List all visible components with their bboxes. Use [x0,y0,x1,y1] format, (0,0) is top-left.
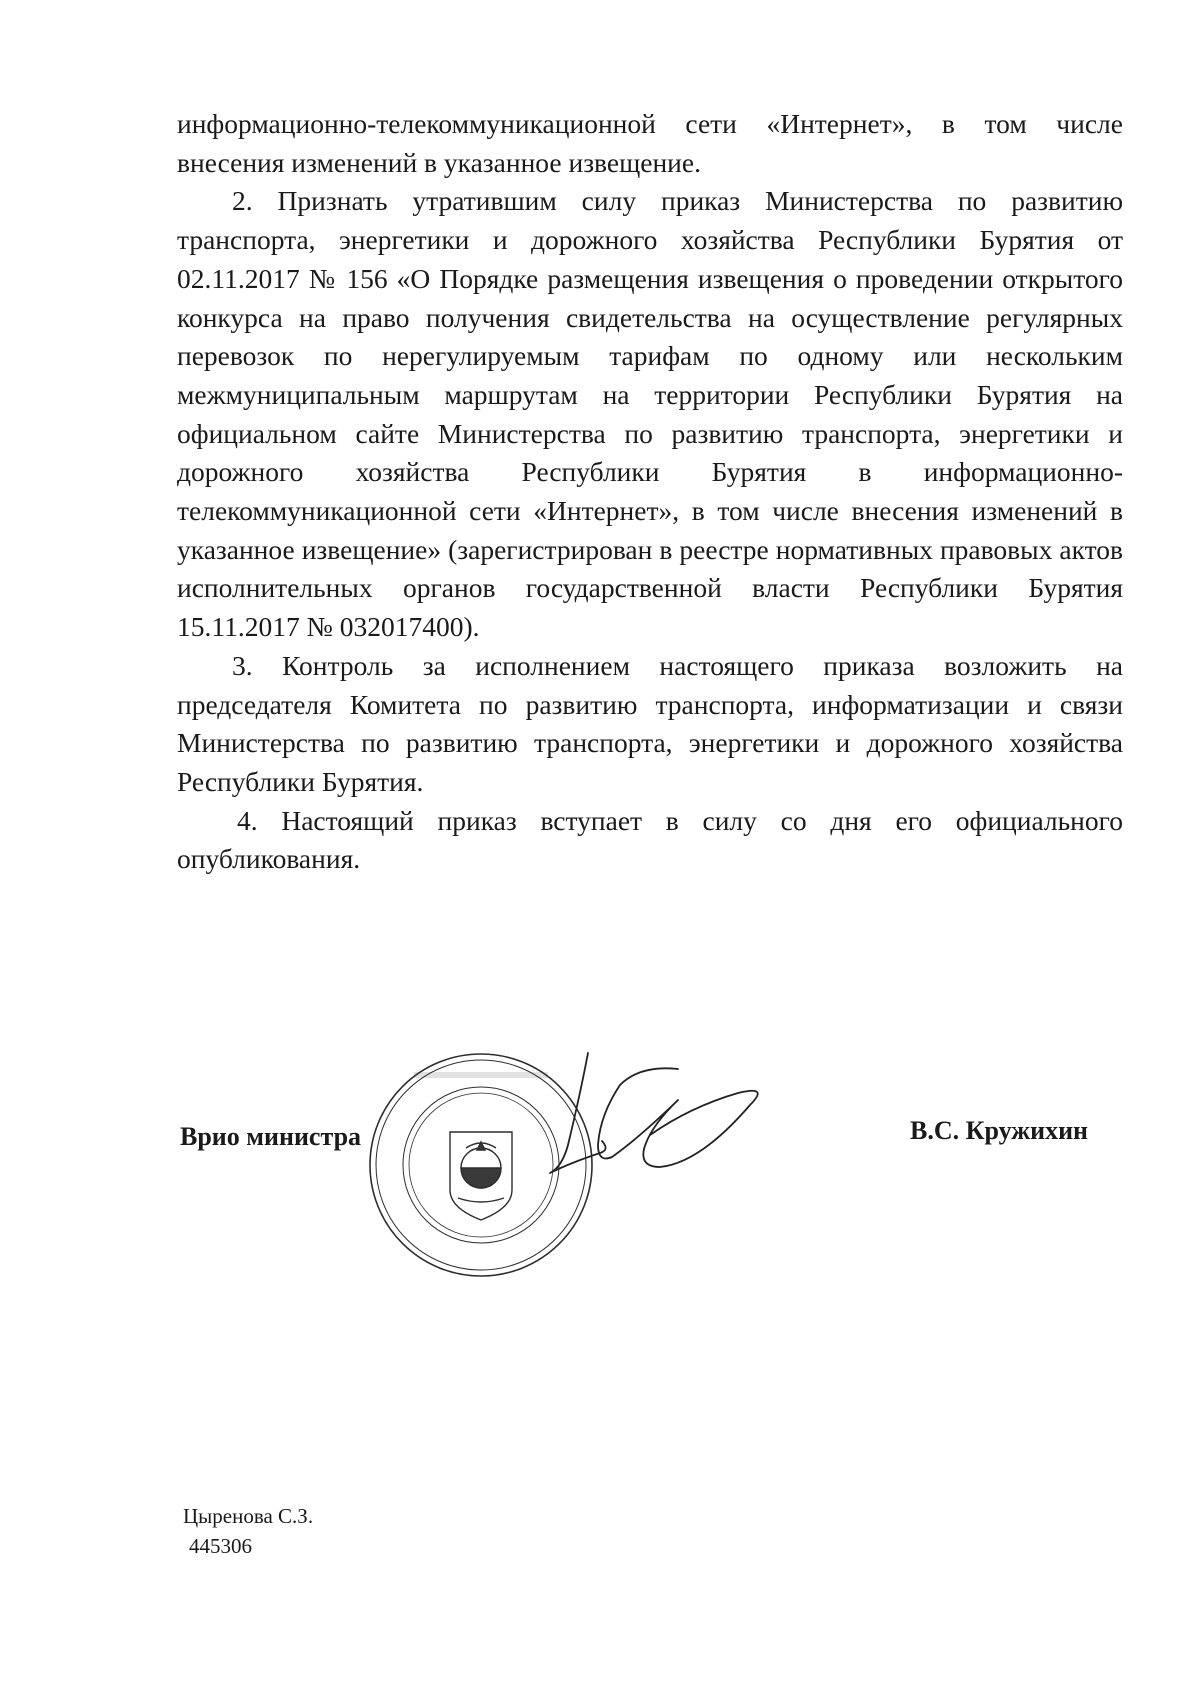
signatory-title: Врио министра [180,1122,362,1151]
paragraph-4: 4. Настоящий приказ вступает в силу со дня его официального опубликования. [177,804,1123,875]
paragraph-continuation: информационно-телекоммуникационной сети «Интернет», в том числе внесения изменений в указанное извещение. [177,108,1123,178]
signatory-name: В.С. Кружихин [910,1116,1089,1145]
document-body [177,105,1123,879]
paragraph-2: 2. Признать утратившим силу приказ Министерства по развитию транспорта, энергетики и дорожного хозяйства Республики Бурятия от 02.11.2017 № 156 «О Порядке размещения извещения о проведении открытого конкурса на право получения свидетельства на осуществление регулярных перевозок по нерегулируемым тарифам по одному или нескольким межмуниципальным маршрутам на территории Республики Бурятия на официальном сайте Министерства по развитию транспорта, энергетики и дорожного хозяйства Республики Бурятия в информационно-телекоммуникационной сети «Интернет», в том числе внесения изменений в указанное извещение» (зарегистрирован в реестре нормативных правовых актов исполнительных органов государственной власти Республики Бурятия 15.11.2017 № 032017400). [177,185,1123,643]
handwritten-signature [540,1045,820,1195]
contact-phone: 445306 [189,1534,252,1558]
contact-name: Цыренова С.З. [183,1504,314,1528]
coat-of-arms-icon [450,1132,512,1220]
paragraph-3: 3. Контроль за исполнением настоящего приказа возложить на председателя Комитета по развитию транспорта, информатизации и связи Министерства по развитию транспорта, энергетики и дорожного хозяйства Республики Бурятия. [177,649,1123,797]
contact-block [183,1501,313,1561]
